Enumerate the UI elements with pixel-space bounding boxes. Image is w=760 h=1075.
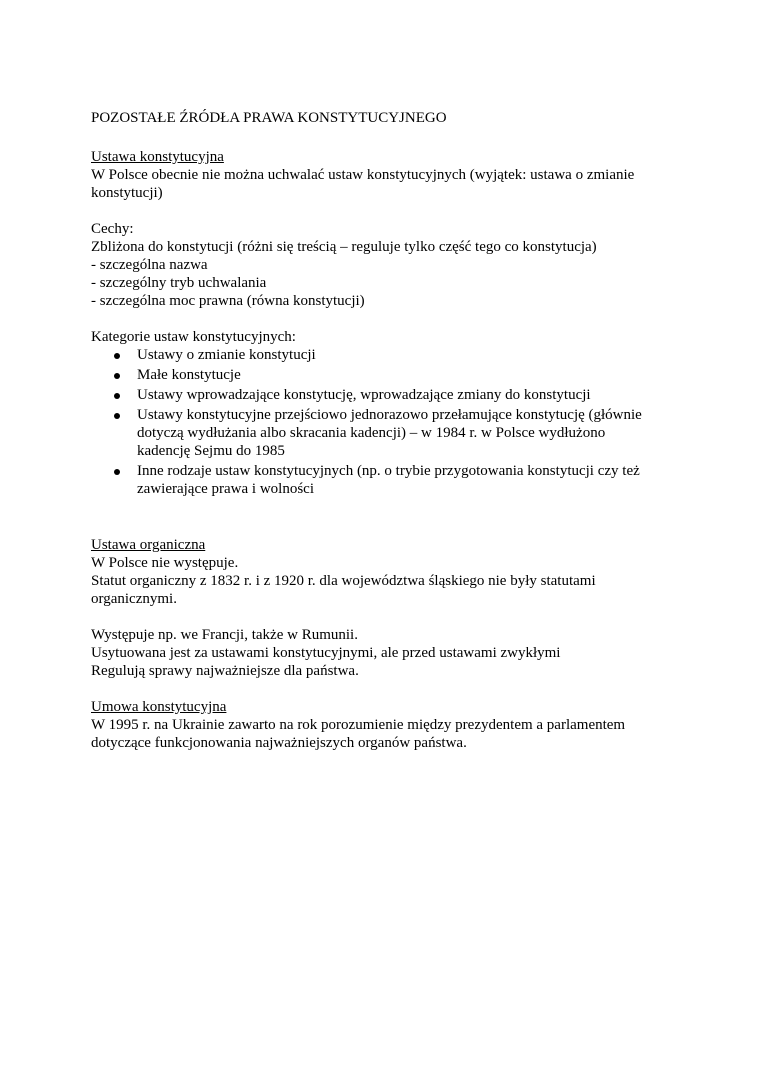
bullet-icon xyxy=(114,413,120,419)
paragraph: W 1995 r. na Ukrainie zawarto na rok porozumienie między prezydentem a parlamentem dotyczące funkcjonowania najważniejszych organów państwa. xyxy=(91,717,626,751)
list-item xyxy=(91,346,671,366)
section-ustawa-konstytucyjna xyxy=(91,148,671,500)
section-ustawa-organiczna xyxy=(91,536,671,680)
categories-label: Kategorie ustaw konstytucyjnych: xyxy=(91,329,296,345)
paragraph: Występuje np. we Francji, także w Rumunii. xyxy=(91,627,358,643)
list-item xyxy=(91,406,657,462)
list-item-text: Ustawy o zmianie konstytucji xyxy=(137,347,316,363)
list-item-text: Małe konstytucje xyxy=(137,367,241,383)
list-item-text: Inne rodzaje ustaw konstytucyjnych (np. o trybie przygotowania konstytucji czy też zawierające prawa i wolności xyxy=(137,463,640,497)
categories-list xyxy=(91,346,671,500)
paragraph: Statut organiczny z 1832 r. i z 1920 r. dla województwa śląskiego nie były statutami organicznymi. xyxy=(91,573,596,607)
list-item xyxy=(91,386,671,406)
section-heading: Ustawa organiczna xyxy=(91,537,206,553)
list-item-text: Ustawy wprowadzające konstytucję, wprowadzające zmiany do konstytucji xyxy=(137,387,591,403)
section-heading: Umowa konstytucyjna xyxy=(91,699,227,715)
paragraph: Usytuowana jest za ustawami konstytucyjnymi, ale przed ustawami zwykłymi xyxy=(91,645,561,661)
list-item xyxy=(91,366,671,386)
bullet-icon xyxy=(114,393,120,399)
document-page xyxy=(91,109,671,752)
paragraph: Regulują sprawy najważniejsze dla państwa. xyxy=(91,663,359,679)
list-item-text: Ustawy konstytucyjne przejściowo jednorazowo przełamujące konstytucję (głównie dotyczą wydłużania albo skracania kadencji) – w 1984 r. w Polsce wydłużono kadencję Sejmu do 1985 xyxy=(137,407,642,459)
section-heading: Ustawa konstytucyjna xyxy=(91,149,224,165)
document-title: POZOSTAŁE ŹRÓDŁA PRAWA KONSTYTUCYJNEGO xyxy=(91,110,447,126)
section-umowa-konstytucyjna xyxy=(91,698,671,752)
paragraph: W Polsce obecnie nie można uchwalać ustaw konstytucyjnych (wyjątek: ustawa o zmianie konstytucji) xyxy=(91,167,635,201)
feature-item: - szczególny tryb uchwalania xyxy=(91,275,267,291)
list-item xyxy=(91,462,657,500)
feature-item: - szczególna moc prawna (równa konstytucji) xyxy=(91,293,365,309)
feature-item: - szczególna nazwa xyxy=(91,257,208,273)
paragraph: W Polsce nie występuje. xyxy=(91,555,239,571)
bullet-icon xyxy=(114,353,120,359)
bullet-icon xyxy=(114,373,120,379)
features-label: Cechy: xyxy=(91,221,134,237)
features-intro: Zbliżona do konstytucji (różni się treścią – reguluje tylko część tego co konstytucja) xyxy=(91,239,597,255)
bullet-icon xyxy=(114,469,120,475)
